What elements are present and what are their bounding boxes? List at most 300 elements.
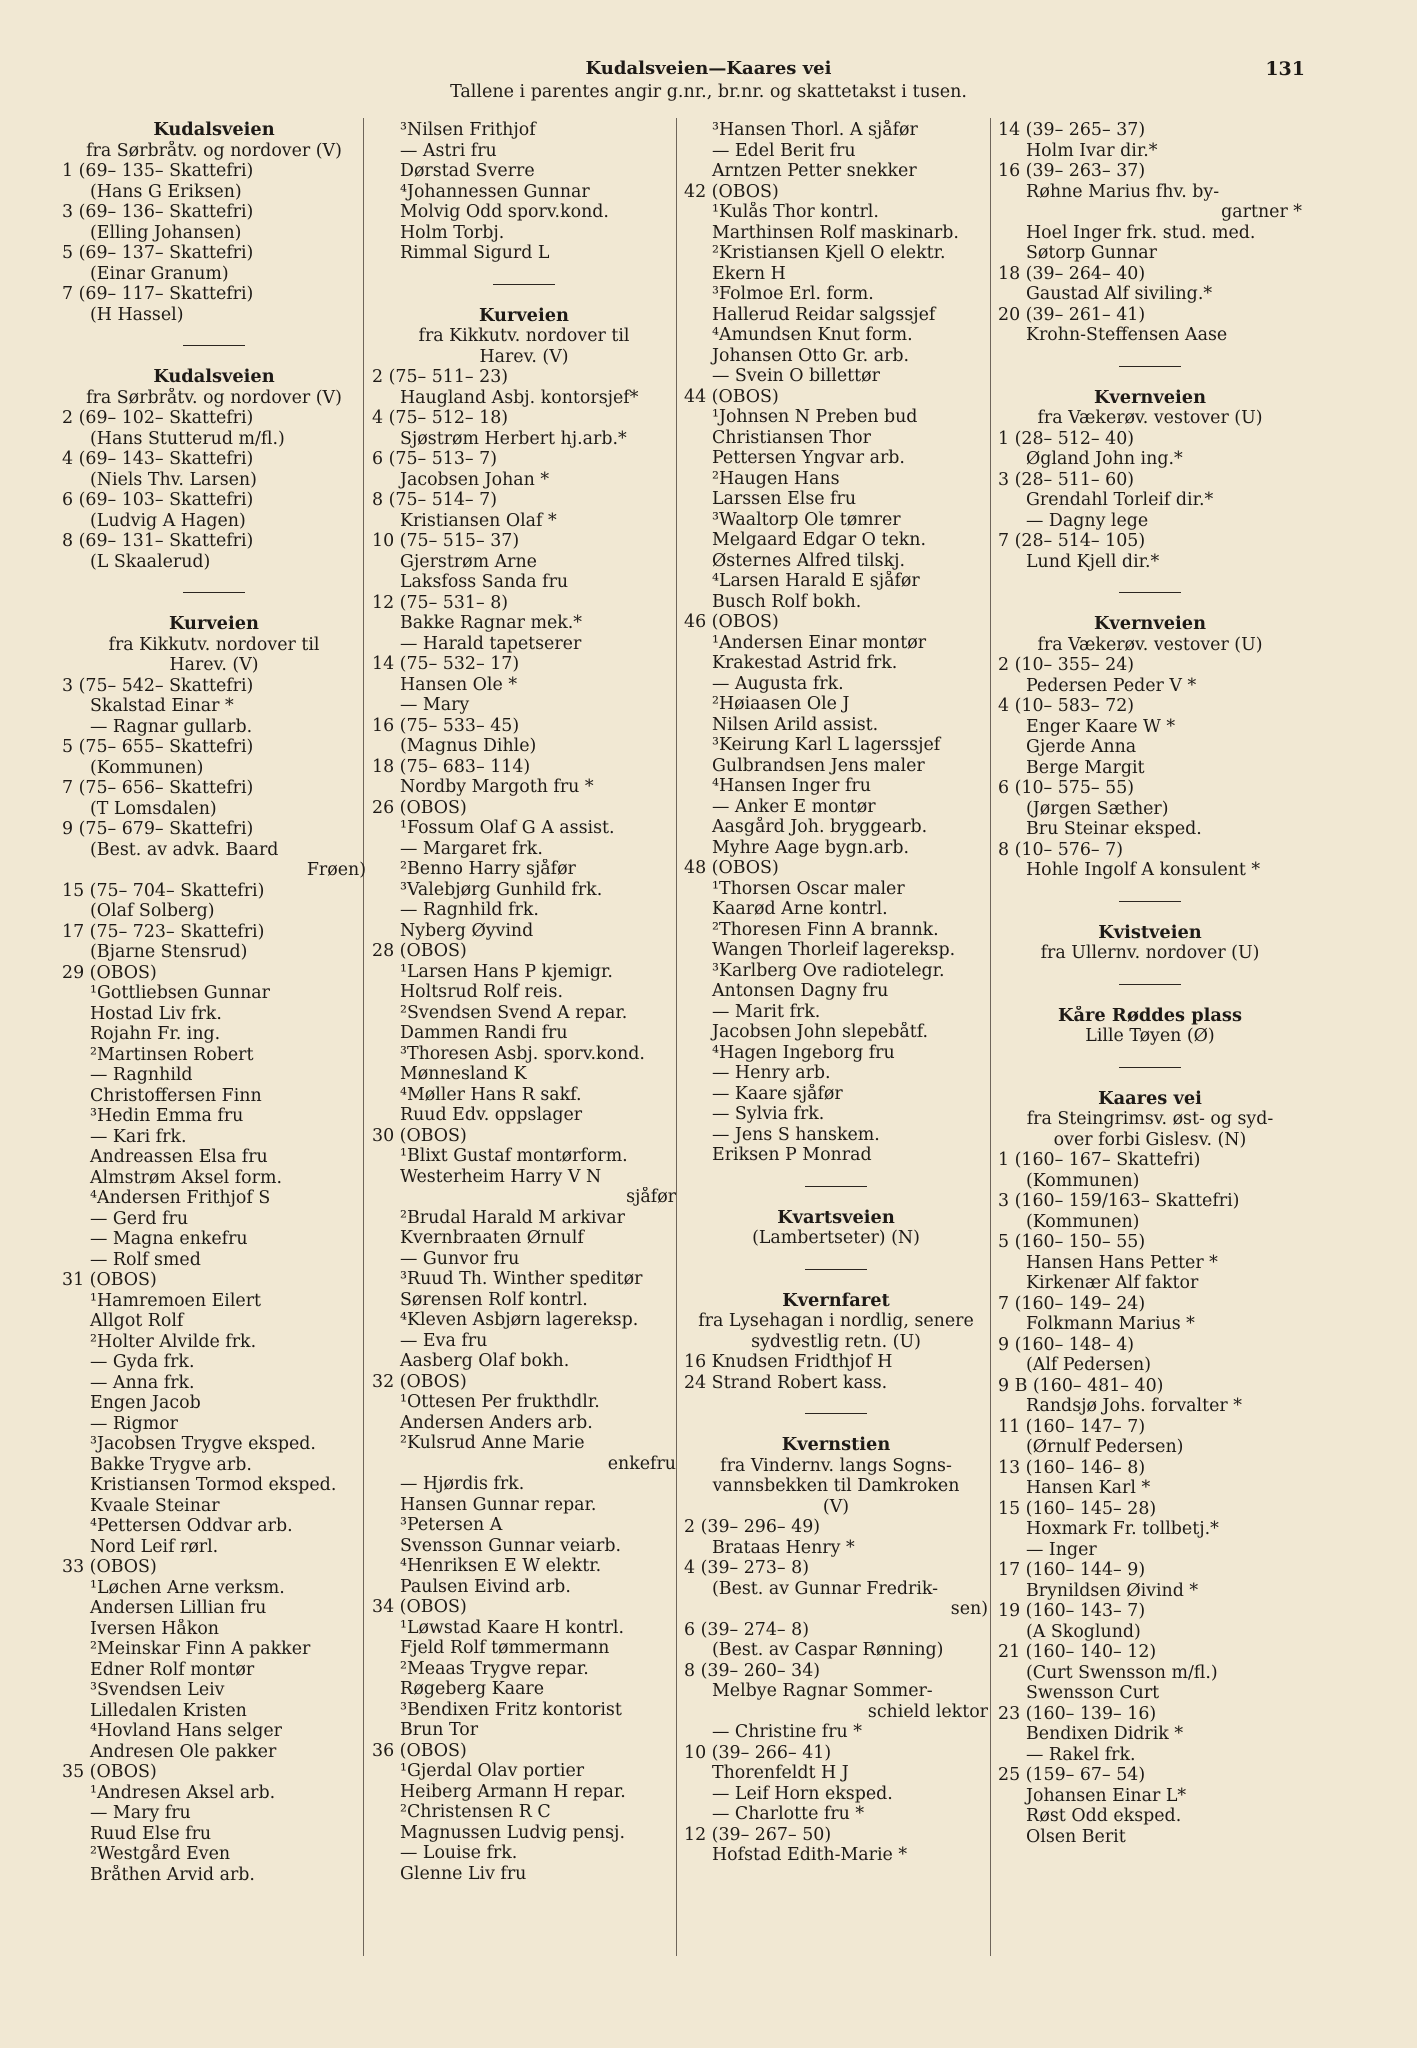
entry-line: Melbye Ragnar Sommer- xyxy=(712,1681,933,1701)
street-section xyxy=(62,614,366,1885)
entry-line: Sørensen Rolf kontrl. xyxy=(400,1289,588,1310)
entry-line: Ekern H xyxy=(712,263,786,284)
entry-line: 20 (39– 261– 41) xyxy=(998,304,1146,325)
street-section xyxy=(372,120,676,264)
entry-line: Swensson Curt xyxy=(1026,1683,1160,1703)
entry-line: 9 (75– 679– Skattefri) xyxy=(62,819,254,839)
entry-line: (Ludvig A Hagen) xyxy=(90,510,246,531)
entry-line: ²Kristiansen Kjell O elektr. xyxy=(712,243,946,263)
entry-line: — Anker E montør xyxy=(712,796,876,817)
entry-line: Wangen Thorleif lagereksp. xyxy=(712,940,956,960)
entry-line: 1 (69– 135– Skattefri) xyxy=(62,161,254,181)
page-subtitle: Tallene i parentes angir g.nr., br.nr. og skattetakst i tusen. xyxy=(450,82,967,102)
entry-line: Ruud Edv. oppslager xyxy=(400,1105,583,1125)
entry-line: 23 (160– 139– 16) xyxy=(998,1703,1157,1724)
entry-line: vannsbekken til Damkroken xyxy=(712,1476,960,1496)
entry-line: 6 (39– 274– 8) xyxy=(684,1619,809,1640)
street-heading: Kurveien xyxy=(478,305,569,326)
entry-line: 16 (39– 263– 37) xyxy=(998,161,1146,181)
entry-line: Christiansen Thor xyxy=(712,427,871,448)
entry-line: Gulbrandsen Jens maler xyxy=(712,755,925,776)
entry-line: ³Bendixen Fritz kontorist xyxy=(400,1699,622,1720)
entry-line: — Mary xyxy=(400,695,470,715)
entry-line: Berge Margit xyxy=(1026,757,1145,778)
entry-line: 18 (39– 264– 40) xyxy=(998,263,1146,284)
entry-line: — Harald tapetserer xyxy=(400,633,582,654)
entry-line: Gjerde Anna xyxy=(1026,737,1137,757)
entry-line: (Jørgen Sæther) xyxy=(1026,798,1169,819)
entry-line: ¹Andresen Aksel arb. xyxy=(90,1782,276,1803)
entry-line: Hoel Inger frk. stud. med. xyxy=(1026,222,1256,243)
entry-line: 11 (160– 147– 7) xyxy=(998,1416,1146,1437)
entry-line: Dørstad Sverre xyxy=(400,161,535,181)
entry-line: Magnussen Ludvig pensj. xyxy=(400,1822,625,1843)
entry-line: 3 (160– 159/163– Skattefri) xyxy=(998,1191,1240,1211)
entry-line: Kristiansen Olaf * xyxy=(400,510,557,531)
entry-line: 25 (159– 67– 54) xyxy=(998,1765,1146,1785)
entry-line: Paulsen Eivind arb. xyxy=(400,1576,571,1597)
entry-line: 44 (OBOS) xyxy=(684,386,779,407)
street-heading: Kudalsveien xyxy=(153,120,275,140)
entry-line: ¹Thorsen Oscar maler xyxy=(712,878,905,899)
entry-line: Ruud Else fru xyxy=(90,1823,212,1844)
entry-line: ³Jacobsen Trygve eksped. xyxy=(90,1434,316,1454)
entry-line: ⁴Møller Hans R sakf. xyxy=(400,1084,582,1105)
entry-line: Glenne Liv fru xyxy=(400,1863,527,1884)
entry-line: fra Steingrimsv. øst- og syd- xyxy=(1026,1109,1274,1129)
entry-line: 28 (OBOS) xyxy=(372,941,467,961)
entry-line: ²Haugen Hans xyxy=(712,468,840,489)
section-separator xyxy=(684,1249,988,1291)
entry-line: over forbi Gislesv. (N) xyxy=(1053,1129,1247,1150)
entry-line: Hansen Karl * xyxy=(1026,1478,1151,1498)
entry-line: 26 (OBOS) xyxy=(372,797,467,818)
entry-line: — Louise frk. xyxy=(400,1843,518,1863)
entry-line: Nord Leif rørl. xyxy=(90,1536,219,1557)
entry-line: Hohle Ingolf A konsulent * xyxy=(1026,860,1261,880)
entry-line: — Rigmor xyxy=(90,1413,178,1434)
entry-line: Østernes Alfred tilskj. xyxy=(712,550,906,571)
section-separator xyxy=(62,572,366,614)
entry-line: — Mary fru xyxy=(90,1803,191,1823)
column-3 xyxy=(684,120,988,1866)
entry-line: Rojahn Fr. ing. xyxy=(90,1024,221,1044)
entry-line: ³Valebjørg Gunhild frk. xyxy=(400,879,603,900)
entry-line: Jacobsen Johan * xyxy=(400,469,550,490)
entry-line: (Elling Johansen) xyxy=(90,222,242,243)
entry-line: fra Lysehagan i nordlig, senere xyxy=(698,1311,974,1331)
entry-line: Laksfoss Sanda fru xyxy=(400,572,569,592)
entry-line: — Rakel frk. xyxy=(1026,1744,1136,1765)
entry-line: ⁴Pettersen Oddvar arb. xyxy=(90,1516,293,1536)
entry-line: (Best. av Gunnar Fredrik- xyxy=(712,1578,939,1599)
entry-line: 7 (160– 149– 24) xyxy=(998,1293,1146,1314)
entry-line: 5 (160– 150– 55) xyxy=(998,1232,1146,1252)
entry-line: — Margaret frk. xyxy=(400,838,543,859)
street-section xyxy=(372,306,676,1885)
entry-line: Skalstad Einar * xyxy=(90,696,234,716)
entry-line: Andreassen Elsa fru xyxy=(90,1147,268,1167)
entry-line: Heiberg Armann H repar. xyxy=(400,1781,626,1802)
entry-line: (A Skoglund) xyxy=(1026,1621,1141,1642)
entry-line: ⁴Amundsen Knut form. xyxy=(712,325,913,345)
section-separator xyxy=(998,964,1302,1006)
entry-line: (Ørnulf Pedersen) xyxy=(1026,1437,1184,1457)
entry-line: — Kaare sjåfør xyxy=(712,1083,843,1104)
entry-line: Søtorp Gunnar xyxy=(1026,243,1157,263)
entry-line: 6 (75– 513– 7) xyxy=(372,449,497,469)
entry-line: Melgaard Edgar O tekn. xyxy=(712,530,927,550)
entry-line: Kirkenær Alf faktor xyxy=(1026,1273,1199,1293)
entry-line: ¹Fossum Olaf G A assist. xyxy=(400,818,615,838)
entry-line: Bakke Ragnar mek.* xyxy=(400,613,582,633)
entry-line: Engen Jacob xyxy=(90,1393,201,1413)
entry-line: sen) xyxy=(950,1599,988,1619)
entry-line: Svensson Gunnar veiarb. xyxy=(400,1535,622,1556)
entry-line: 12 (39– 267– 50) xyxy=(684,1824,832,1845)
entry-line: (Magnus Dihle) xyxy=(400,736,537,756)
entry-line: ¹Larsen Hans P kjemigr. xyxy=(400,961,613,982)
entry-line: Brun Tor xyxy=(400,1720,479,1740)
street-heading: Kvernveien xyxy=(1093,614,1207,634)
entry-line: Lille Tøyen (Ø) xyxy=(1085,1026,1215,1046)
entry-line: 7 (75– 656– Skattefri) xyxy=(62,778,254,798)
entry-line: fra Sørbråtv. og nordover (V) xyxy=(86,387,342,408)
entry-line: ³Nilsen Frithjof xyxy=(400,120,536,140)
entry-line: Krakestad Astrid frk. xyxy=(712,653,898,673)
entry-line: sjåfør xyxy=(626,1187,676,1207)
entry-line: — Henry arb. xyxy=(712,1063,831,1083)
entry-line: ⁴Kleven Asbjørn lagereksp. xyxy=(400,1310,639,1330)
entry-line: Eriksen P Monrad xyxy=(712,1145,872,1165)
street-heading: Kvernveien xyxy=(1093,387,1207,408)
entry-line: 46 (OBOS) xyxy=(684,612,779,632)
street-section xyxy=(998,923,1302,964)
entry-line: Nilsen Arild assist. xyxy=(712,714,879,735)
entry-line: ²Brudal Harald M arkivar xyxy=(400,1207,625,1228)
entry-line: Aasberg Olaf bokh. xyxy=(400,1351,570,1371)
entry-line: Pedersen Peder V * xyxy=(1026,675,1197,696)
entry-line: Johansen Otto Gr. arb. xyxy=(712,345,910,366)
street-section xyxy=(998,1089,1302,1848)
entry-line: 8 (39– 260– 34) xyxy=(684,1660,821,1681)
entry-line: fra Kikkutv. nordover til xyxy=(418,326,630,346)
entry-line: 29 (OBOS) xyxy=(62,962,157,983)
entry-line: ³Karlberg Ove radiotelegr. xyxy=(712,960,945,981)
entry-line: Olsen Berit xyxy=(1026,1826,1126,1847)
entry-line: Haugland Asbj. kontorsjef* xyxy=(400,387,639,408)
street-section xyxy=(998,120,1302,346)
entry-line: 5 (69– 137– Skattefri) xyxy=(62,243,254,263)
entry-line: sydvestlig retn. (U) xyxy=(751,1331,921,1352)
entry-line: 2 (10– 355– 24) xyxy=(998,655,1135,675)
entry-line: 16 Knudsen Fridthjof H xyxy=(684,1352,893,1372)
column-divider xyxy=(676,118,677,1956)
entry-line: Jacobsen John slepebåtf. xyxy=(712,1022,929,1042)
street-section xyxy=(62,120,366,325)
entry-line: Hofstad Edith-Marie * xyxy=(712,1845,908,1865)
entry-line: Hansen Hans Petter * xyxy=(1026,1252,1218,1273)
entry-line: Arntzen Petter snekker xyxy=(712,161,917,181)
street-section xyxy=(62,367,366,572)
street-heading: Kvernfaret xyxy=(782,1290,890,1311)
entry-line: fra Ullernv. nordover (U) xyxy=(1040,943,1260,963)
entry-line: ⁴Henriksen E W elektr. xyxy=(400,1556,602,1576)
entry-line: 24 Strand Robert kass. xyxy=(684,1372,888,1393)
entry-line: ¹Hamremoen Eilert xyxy=(90,1290,261,1311)
entry-line: Lilledalen Kristen xyxy=(90,1700,247,1721)
entry-line: Busch Rolf bokh. xyxy=(712,591,862,612)
entry-line: Larssen Else fru xyxy=(712,489,857,509)
section-separator xyxy=(684,1393,988,1435)
entry-line: Harev. (V) xyxy=(169,655,259,675)
entry-line: (V) xyxy=(822,1496,850,1517)
column-2 xyxy=(372,120,676,1884)
entry-line: 7 (69– 117– Skattefri) xyxy=(62,284,254,304)
entry-line: Brynildsen Øivind * xyxy=(1026,1580,1199,1601)
entry-line: ²Høiaasen Ole J xyxy=(712,694,850,714)
entry-line: Christoffersen Finn xyxy=(90,1085,262,1106)
entry-line: fra Kikkutv. nordover til xyxy=(108,634,320,655)
section-separator xyxy=(998,572,1302,614)
entry-line: Bråthen Arvid arb. xyxy=(90,1864,255,1885)
entry-line: Johansen Einar L* xyxy=(1026,1785,1187,1806)
section-separator xyxy=(998,1047,1302,1089)
entry-line: Grendahl Torleif dir.* xyxy=(1026,490,1214,510)
entry-line: — Astri fru xyxy=(400,140,497,161)
column-1 xyxy=(62,120,366,1885)
entry-line: Nyberg Øyvind xyxy=(400,920,534,941)
entry-line: Aasgård Joh. bryggearb. xyxy=(712,817,928,837)
entry-line: ¹Løchen Arne verksm. xyxy=(90,1577,285,1598)
entry-line: 21 (160– 140– 12) xyxy=(998,1642,1157,1662)
entry-line: ²Meaas Trygve repar. xyxy=(400,1658,589,1679)
entry-line: fra Vindernv. langs Sogns- xyxy=(720,1455,952,1476)
entry-line: 19 (160– 143– 7) xyxy=(998,1601,1146,1621)
entry-line: — Ragnar gullarb. xyxy=(90,716,253,737)
street-section xyxy=(998,1006,1302,1047)
street-heading: Kvartsveien xyxy=(777,1207,895,1228)
entry-line: Kvaale Steinar xyxy=(90,1495,220,1516)
entry-line: 18 (75– 683– 114) xyxy=(372,756,531,777)
entry-line: — Svein O billettør xyxy=(712,366,880,386)
entry-line: ¹Løwstad Kaare H kontrl. xyxy=(400,1617,624,1638)
entry-line: Myhre Aage bygn.arb. xyxy=(712,837,910,858)
entry-line: Øgland John ing.* xyxy=(1026,449,1183,469)
entry-line: 10 (39– 266– 41) xyxy=(684,1742,832,1763)
entry-line: 30 (OBOS) xyxy=(372,1125,467,1146)
entry-line: Antonsen Dagny fru xyxy=(712,981,889,1001)
entry-line: 2 (39– 296– 49) xyxy=(684,1517,821,1537)
entry-line: — Kari frk. xyxy=(90,1126,187,1147)
entry-line: Mønnesland K xyxy=(400,1064,527,1084)
section-separator xyxy=(372,264,676,306)
entry-line: — Christine fru * xyxy=(712,1722,862,1742)
entry-line: 4 (39– 273– 8) xyxy=(684,1558,809,1578)
entry-line: — Gyda frk. xyxy=(90,1352,195,1372)
entry-line: ³Ruud Th. Winther speditør xyxy=(400,1269,643,1289)
entry-line: ¹Johnsen N Preben bud xyxy=(712,407,918,427)
entry-line: ³Hansen Thorl. A sjåfør xyxy=(712,120,918,140)
entry-line: Holtsrud Rolf reis. xyxy=(400,982,563,1002)
entry-line: 3 (75– 542– Skattefri) xyxy=(62,675,254,696)
entry-line: 8 (75– 514– 7) xyxy=(372,490,497,510)
entry-line: ²Svendsen Svend A repar. xyxy=(400,1002,628,1023)
entry-line: ⁴Andersen Frithjof S xyxy=(90,1188,271,1208)
entry-line: — Ragnhild xyxy=(90,1065,193,1085)
entry-line: Bru Steinar eksped. xyxy=(1026,819,1202,839)
entry-line: enkefru xyxy=(607,1453,676,1474)
entry-line: Andersen Anders arb. xyxy=(400,1412,593,1433)
section-separator xyxy=(684,1166,988,1208)
entry-line: Røst Odd eksped. xyxy=(1026,1806,1182,1826)
entry-line: 48 (OBOS) xyxy=(684,858,779,878)
entry-line: Hansen Gunnar repar. xyxy=(400,1494,597,1515)
entry-line: fra Vækerøv. vestover (U) xyxy=(1037,408,1263,428)
entry-line: 2 (69– 102– Skattefri) xyxy=(62,408,254,428)
entry-line: 8 (10– 576– 7) xyxy=(998,839,1123,860)
entry-line: 31 (OBOS) xyxy=(62,1270,157,1290)
entry-line: — Gerd fru xyxy=(90,1208,189,1229)
entry-line: Hostad Liv frk. xyxy=(90,1003,222,1024)
street-heading: Kåre Røddes plass xyxy=(1058,1005,1242,1026)
entry-line: (H Hassel) xyxy=(90,304,184,325)
street-section xyxy=(998,614,1302,881)
entry-line: ³Folmoe Erl. form. xyxy=(712,284,874,304)
entry-line: ²Kulsrud Anne Marie xyxy=(400,1433,585,1453)
entry-line: Thorenfeldt H J xyxy=(712,1763,849,1783)
entry-line: Andersen Lillian fru xyxy=(90,1598,267,1618)
entry-line: gartner * xyxy=(1221,202,1302,222)
entry-line: ⁴Johannessen Gunnar xyxy=(400,181,590,202)
entry-line: fra Vækerøv. vestover (U) xyxy=(1037,634,1263,655)
entry-line: 9 (160– 148– 4) xyxy=(998,1334,1135,1355)
entry-line: Pettersen Yngvar arb. xyxy=(712,448,905,468)
entry-line: 33 (OBOS) xyxy=(62,1557,157,1577)
entry-line: ²Westgård Even xyxy=(90,1844,231,1864)
entry-line: 16 (75– 533– 45) xyxy=(372,715,520,736)
entry-line: (L Skaalerud) xyxy=(90,551,211,572)
entry-line: Krohn-Steffensen Aase xyxy=(1026,325,1228,345)
entry-line: Hoxmark Fr. tollbetj.* xyxy=(1026,1519,1219,1539)
entry-line: 32 (OBOS) xyxy=(372,1371,467,1392)
entry-line: (Kommunen) xyxy=(90,757,204,778)
entry-line: 3 (28– 511– 60) xyxy=(998,469,1135,490)
entry-line: ²Holter Alvilde frk. xyxy=(90,1331,257,1352)
entry-line: — Jens S hanskem. xyxy=(712,1124,880,1145)
entry-line: 15 (160– 145– 28) xyxy=(998,1498,1157,1519)
entry-line: Enger Kaare W * xyxy=(1026,716,1176,737)
entry-line: ³Keirung Karl L lagerssjef xyxy=(712,735,941,755)
entry-line: (Hans Stutterud m/fl.) xyxy=(90,428,285,449)
entry-line: — Ragnhild frk. xyxy=(400,900,539,920)
entry-line: (Kommunen) xyxy=(1026,1211,1140,1232)
entry-line: ³Petersen A xyxy=(400,1515,503,1535)
entry-line: ³Hedin Emma fru xyxy=(90,1106,244,1126)
entry-line: — Edel Berit fru xyxy=(712,140,856,161)
column-4 xyxy=(998,120,1302,1847)
entry-line: Iversen Håkon xyxy=(90,1618,219,1639)
entry-line: ³Thoresen Asbj. sporv.kond. xyxy=(400,1043,645,1064)
entry-line: — Rolf smed xyxy=(90,1249,201,1270)
entry-line: Edner Rolf montør xyxy=(90,1659,255,1680)
entry-line: ³Svendsen Leiv xyxy=(90,1680,225,1700)
entry-line: 4 (75– 512– 18) xyxy=(372,408,509,428)
entry-line: (Hans G Eriksen) xyxy=(90,181,242,202)
page-header xyxy=(0,58,1417,118)
entry-line: Lund Kjell dir.* xyxy=(1026,551,1160,572)
entry-line: — Hjørdis frk. xyxy=(400,1474,525,1494)
entry-line: (Bjarne Stensrud) xyxy=(90,942,248,962)
entry-line: Westerheim Harry V N xyxy=(400,1166,602,1187)
entry-line: (T Lomsdalen) xyxy=(90,798,217,819)
entry-line: fra Sørbråtv. og nordover (V) xyxy=(86,140,342,161)
entry-line: (Einar Granum) xyxy=(90,263,229,284)
entry-line: Fjeld Rolf tømmermann xyxy=(400,1638,610,1658)
entry-line: (Olaf Solberg) xyxy=(90,901,215,921)
entry-line: — Gunvor fru xyxy=(400,1248,520,1269)
entry-line: Andresen Ole pakker xyxy=(90,1741,277,1762)
entry-line: ¹Andersen Einar montør xyxy=(712,632,927,653)
entry-line: 42 (OBOS) xyxy=(684,181,779,202)
entry-line: — Augusta frk. xyxy=(712,673,844,694)
entry-line: Frøen) xyxy=(306,860,366,880)
entry-line: 14 (39– 265– 37) xyxy=(998,120,1146,140)
entry-line: — Dagny lege xyxy=(1026,510,1149,531)
page-title: Kudalsveien—Kaares vei xyxy=(585,58,832,79)
entry-line: ¹Blixt Gustaf montørform. xyxy=(400,1146,628,1166)
entry-line: ³Waaltorp Ole tømrer xyxy=(712,509,901,530)
entry-line: schield lektor xyxy=(867,1701,988,1722)
street-section xyxy=(684,1435,988,1866)
entry-line: ²Thoresen Finn A brannk. xyxy=(712,919,939,940)
entry-line: 36 (OBOS) xyxy=(372,1740,467,1761)
entry-line: ¹Gottliebsen Gunnar xyxy=(90,983,270,1003)
entry-line: 3 (69– 136– Skattefri) xyxy=(62,202,254,222)
entry-line: — Leif Horn eksped. xyxy=(712,1783,893,1804)
entry-line: 17 (160– 144– 9) xyxy=(998,1560,1146,1580)
entry-line: (Curt Swensson m/fl.) xyxy=(1026,1662,1218,1683)
entry-line: Gaustad Alf siviling.* xyxy=(1026,284,1213,304)
entry-line: 9 B (160– 481– 40) xyxy=(998,1375,1164,1396)
entry-line: ¹Gjerdal Olav portier xyxy=(400,1761,585,1781)
entry-line: 15 (75– 704– Skattefri) xyxy=(62,880,265,901)
entry-line: ⁴Larsen Harald E sjåfør xyxy=(712,571,920,591)
entry-line: 14 (75– 532– 17) xyxy=(372,654,520,674)
entry-line: Almstrøm Aksel form. xyxy=(90,1167,282,1188)
entry-line: 5 (75– 655– Skattefri) xyxy=(62,737,254,757)
entry-line: — Anna frk. xyxy=(90,1372,195,1393)
entry-line: — Eva fru xyxy=(400,1330,488,1351)
entry-line: (Niels Thv. Larsen) xyxy=(90,469,257,490)
page-number: 131 xyxy=(1265,58,1305,80)
entry-line: (Lambertseter) (N) xyxy=(752,1228,920,1248)
entry-line: — Sylvia frk. xyxy=(712,1104,825,1124)
entry-line: Harev. (V) xyxy=(479,346,569,367)
entry-line: 4 (69– 143– Skattefri) xyxy=(62,449,254,469)
entry-line: Kaarød Arne kontrl. xyxy=(712,899,888,919)
entry-line: ¹Kulås Thor kontrl. xyxy=(712,202,879,222)
column-divider xyxy=(990,118,991,1956)
entry-line: (Best. av Caspar Rønning) xyxy=(712,1640,944,1660)
entry-line: Allgot Rolf xyxy=(90,1311,184,1331)
entry-line: ²Christensen R C xyxy=(400,1802,551,1822)
entry-line: ¹Ottesen Per frukthdlr. xyxy=(400,1392,600,1412)
entry-line: Molvig Odd sporv.kond. xyxy=(400,202,609,222)
street-section xyxy=(684,1291,988,1394)
entry-line: ⁴Hansen Inger fru xyxy=(712,776,871,796)
entry-line: 10 (75– 515– 37) xyxy=(372,531,520,551)
